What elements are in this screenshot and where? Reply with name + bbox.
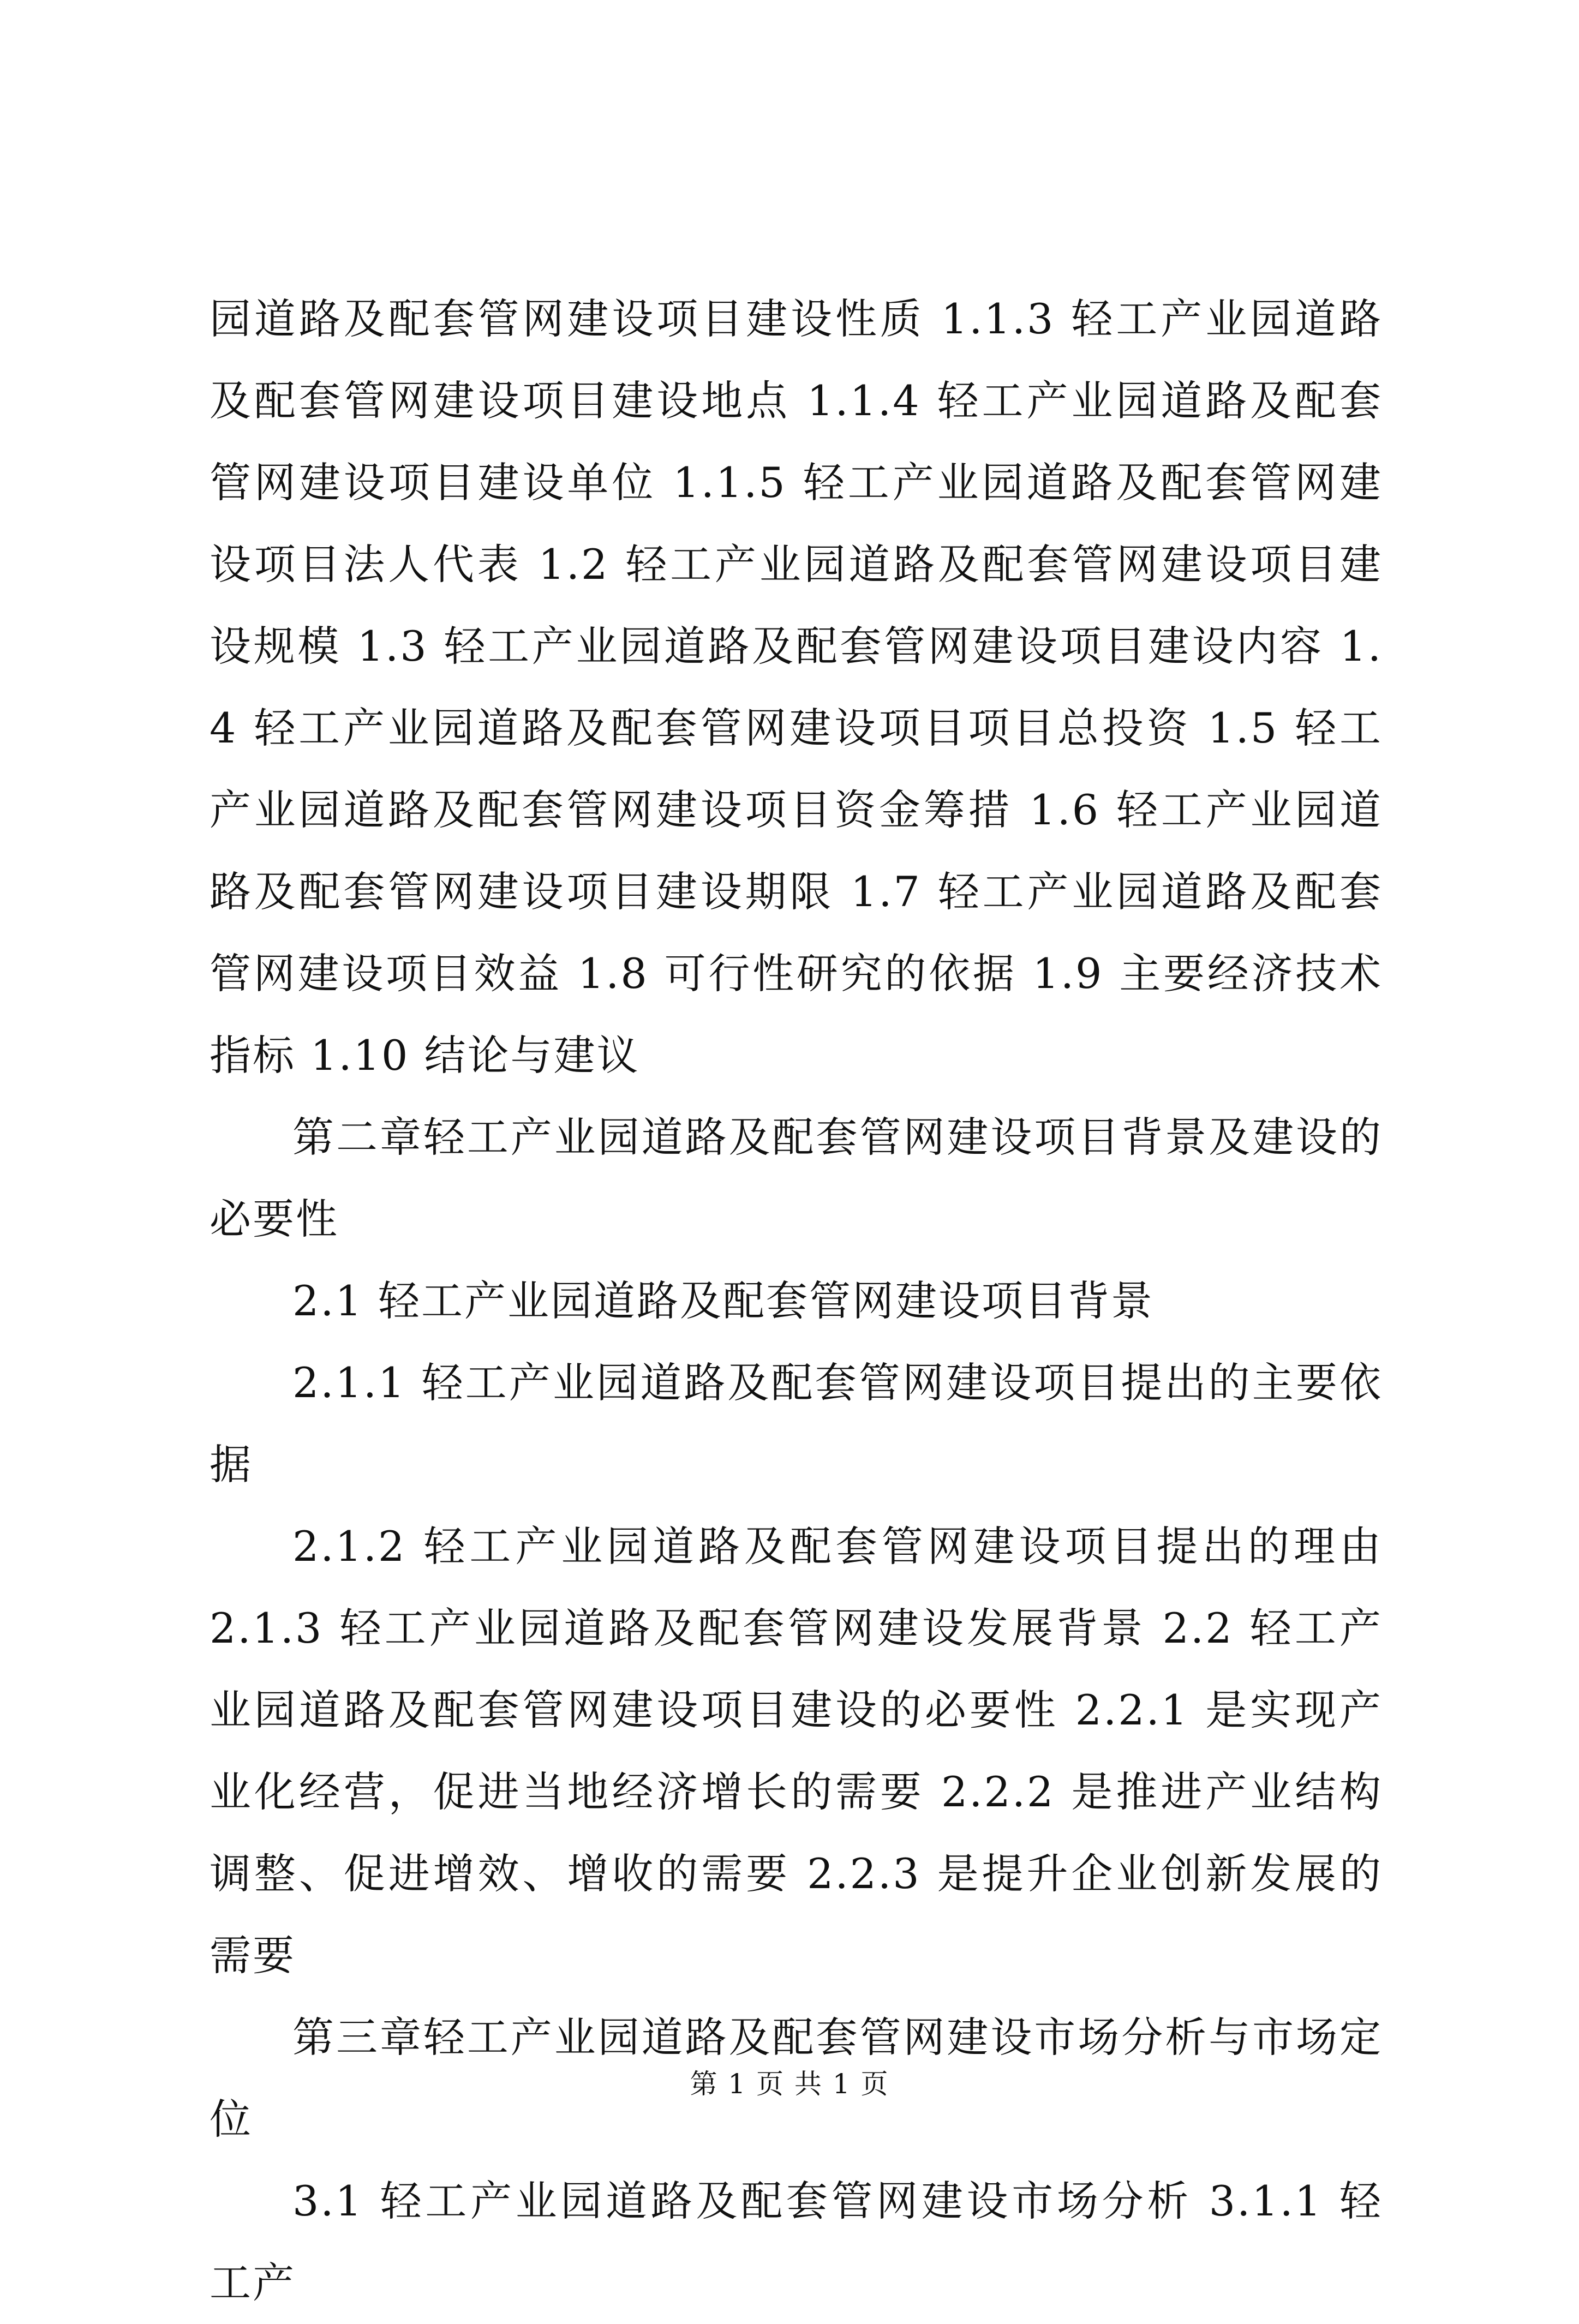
paragraph-chapter-3-heading: 第三章轻工产业园道路及配套管网建设市场分析与市场定位 [210, 2013, 1383, 2143]
paragraph-3-1: 3.1 轻工产业园道路及配套管网建设市场分析 3.1.1 轻工产 [210, 2177, 1383, 2307]
page-footer [0, 2065, 1579, 2103]
paragraph-2-1-1: 2.1.1 轻工产业园道路及配套管网建设项目提出的主要依据 [210, 1358, 1383, 1489]
paragraph-2-1: 2.1 轻工产业园道路及配套管网建设项目背景 [292, 1277, 1155, 1325]
paragraph-chapter-2-heading: 第二章轻工产业园道路及配套管网建设项目背景及建设的必要性 [210, 1113, 1383, 1243]
document-body [210, 278, 1383, 2324]
paragraph-1-1-toc: 园道路及配套管网建设项目建设性质 1.1.3 轻工产业园道路及配套管网建设项目建设地点 1.1.4 轻工产业园道路及配套管网建设项目建设单位 1.1.5 轻工产业园道路及配套管网建设项目法人代表 1.2 轻工产业园道路及配套管网建设项目建设规模 1.3 轻工产业园道路及配套管网建设项目建设内容 1.4 轻工产业园道路及配套管网建设项目项目总投资 1.5 轻工产业园道路及配套管网建设项目资金筹措 1.6 轻工产业园道路及配套管网建设项目建设期限 1.7 轻工产业园道路及配套管网建设项目效益 1.8 可行性研究的依据 1.9 主要经济技术指标 1.10 结论与建议 [210, 295, 1383, 1080]
page-number-label: 第 1 页 共 1 页 [690, 2068, 889, 2100]
paragraph-2-1-2: 2.1.2 轻工产业园道路及配套管网建设项目提出的理由 2.1.3 轻工产业园道路及配套管网建设发展背景 2.2 轻工产业园道路及配套管网建设项目建设的必要性 2.2.1 是实现产业化经营，促进当地经济增长的需要 2.2.2 是推进产业结构调整、促进增效、增收的需要 2.2.3 是提升企业创新发展的需要 [210, 1522, 1383, 1980]
